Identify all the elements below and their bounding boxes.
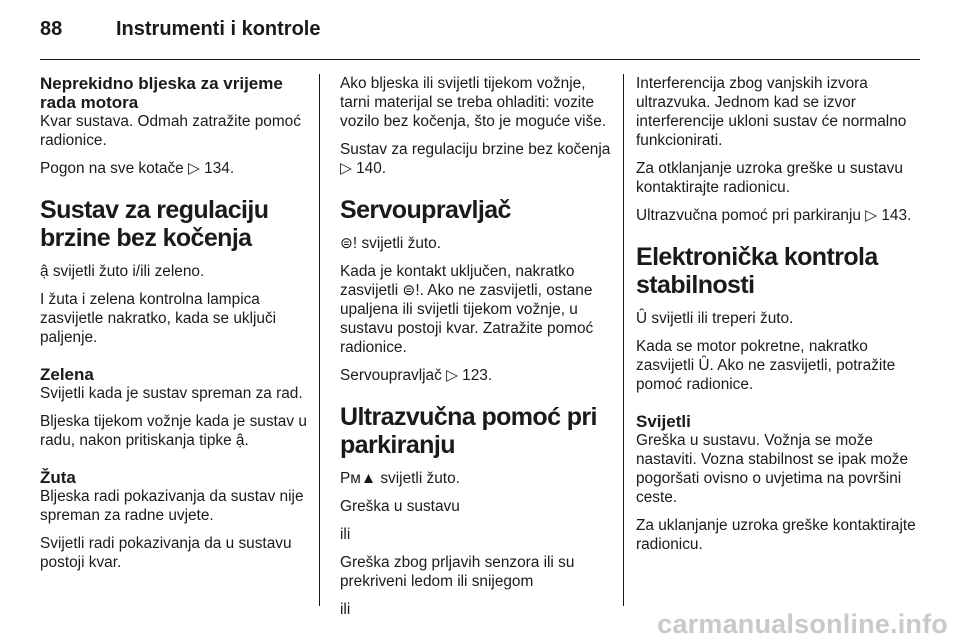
text-yellow-lit: Svijetli radi pokazivanja da u sustavu postoji kvar. xyxy=(40,535,292,571)
text-steering-ignition: Kada je kontakt uključen, nakratko zasvijetli ⊜!. Ako ne zasvijetli, ostane upaljena ili svijetli tijekom vožnje, u sustavu postoji kvar. Zatražite pomoć radionice. xyxy=(340,263,594,356)
text-green-ready: Svijetli kada je sustav spreman za rad. xyxy=(40,385,303,402)
text-esc-engine-start: Kada se motor pokretne, nakratko zasvijetli Ȗ. Ako ne zasvijetli, potražite pomoć radionice. xyxy=(636,338,896,393)
text-contact-workshop: Za otklanjanje uzroka greške u sustavu kontaktirajte radionicu. xyxy=(636,160,903,196)
text-system-fault: Kvar sustava. Odmah zatražite pomoć radionice. xyxy=(40,113,301,149)
text-esc-contact-workshop: Za uklanjanje uzroka greške kontaktirajte radionicu. xyxy=(636,517,916,553)
header-rule xyxy=(40,59,920,60)
heading-electronic-stability-control: Elektronička kontrola stabilnosti xyxy=(636,243,878,299)
column-1 xyxy=(40,74,308,572)
heading-flashing-while-running: Neprekidno bljeska za vrijeme rada motora xyxy=(40,74,283,112)
text-hdc-page-ref: Sustav za regulaciju brzine bez kočenja ▷ 140. xyxy=(340,141,611,177)
text-esc-fault: Greška u sustavu. Vožnja se može nastaviti. Vozna stabilnost se ipak može pogoršati ovisno o uvjetima na površini ceste. xyxy=(636,432,909,506)
heading-lit: Svijetli xyxy=(636,412,691,431)
text-hdc-lit: ậ svijetli žuto i/ili zeleno. xyxy=(40,263,205,280)
column-divider-2 xyxy=(623,74,624,606)
text-green-flashing: Bljeska tijekom vožnje kada je sustav u radu, nakon pritiskanja tipke ậ. xyxy=(40,413,307,449)
text-cool-down: Ako bljeska ili svijetli tijekom vožnje, tarni materijal se treba ohladiti: vozite vozilo bez kočenja, što je moguće više. xyxy=(340,75,607,130)
heading-green: Zelena xyxy=(40,365,94,384)
text-all-wheel-drive-ref: Pogon na sve kotače ▷ 134. xyxy=(40,160,235,177)
text-or: ili xyxy=(340,526,351,543)
text-parking-lit: Pᴍ▲ svijetli žuto. xyxy=(340,470,460,487)
text-steering-lit: ⊜! svijetli žuto. xyxy=(340,235,441,252)
text-parking-system-fault: Greška u sustavu xyxy=(340,498,460,515)
text-hdc-both-lamps: I žuta i zelena kontrolna lampica zasvijetle nakratko, kada se uključi paljenje. xyxy=(40,291,277,346)
text-parking-page-ref: Ultrazvučna pomoć pri parkiranju ▷ 143. xyxy=(636,207,912,224)
column-3 xyxy=(636,74,916,554)
text-esc-lit: Ȗ svijetli ili treperi žuto. xyxy=(636,310,794,327)
heading-hill-descent-control: Sustav za regulaciju brzine bez kočenja xyxy=(40,196,269,252)
text-parking-sensor-fault: Greška zbog prljavih senzora ili su prekriveni ledom ili snijegom xyxy=(340,554,575,590)
column-divider-1 xyxy=(319,74,320,606)
column-2 xyxy=(340,74,612,619)
text-or: ili xyxy=(340,601,351,618)
text-ultrasonic-interference: Interferencija zbog vanjskih izvora ultrazvuka. Jednom kad se izvor interferencije ukloni sustav će normalno funkcionirati. xyxy=(636,75,907,149)
chapter-title: Instrumenti i kontrole xyxy=(116,18,321,40)
text-yellow-flashing: Bljeska radi pokazivanja da sustav nije spreman za radne uvjete. xyxy=(40,488,304,524)
heading-ultrasonic-parking: Ultrazvučna pomoć pri parkiranju xyxy=(340,403,597,459)
heading-yellow: Žuta xyxy=(40,468,76,487)
text-steering-page-ref: Servoupravljač ▷ 123. xyxy=(340,367,493,384)
heading-power-steering: Servoupravljač xyxy=(340,196,511,224)
page-number: 88 xyxy=(40,18,63,40)
watermark: carmanualsonline.info xyxy=(657,609,948,639)
